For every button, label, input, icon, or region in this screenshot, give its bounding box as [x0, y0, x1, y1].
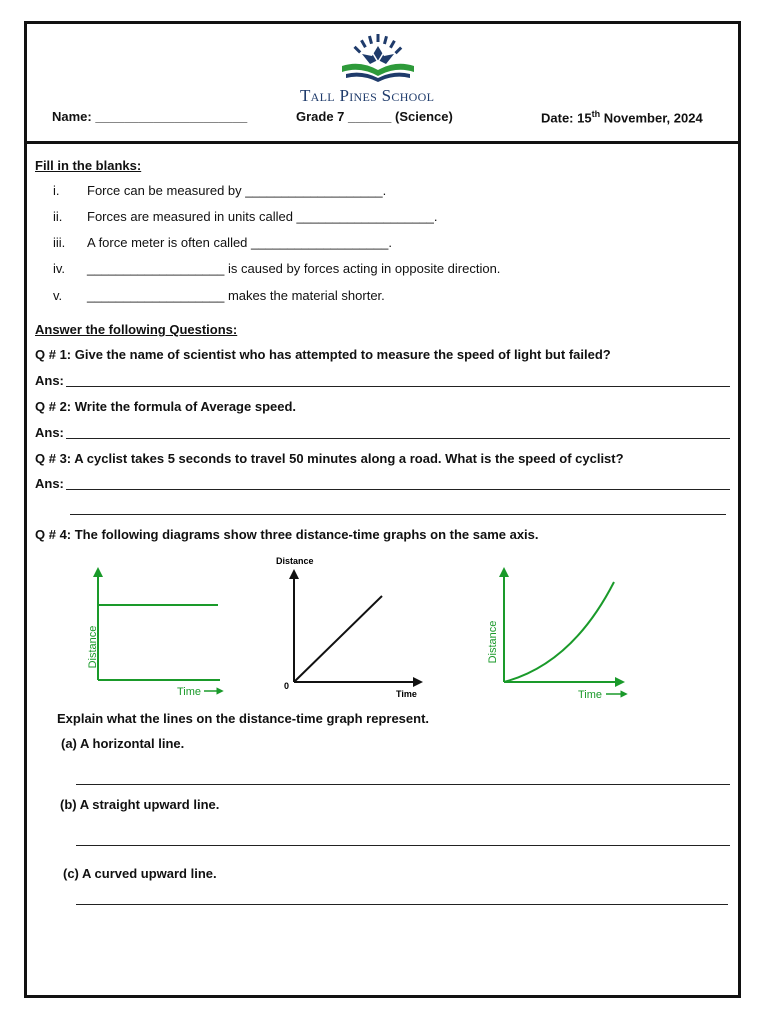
part-b: (b) A straight upward line.	[60, 797, 220, 812]
part-a: (a) A horizontal line.	[61, 736, 185, 751]
school-logo	[336, 32, 420, 84]
question-4: Q # 4: The following diagrams show three distance-time graphs on the same axis.	[35, 527, 539, 542]
x-axis-label: Time	[578, 689, 603, 701]
item-number: iii.	[53, 235, 66, 250]
question-1: Q # 1: Give the name of scientist who has attempted to measure the speed of light but failed?	[35, 347, 611, 362]
answer-label: Ans:	[35, 476, 64, 491]
answer-line[interactable]	[76, 845, 730, 846]
answer-label: Ans:	[35, 373, 64, 388]
fill-blank-item[interactable]: Force can be measured by ___________________.	[87, 183, 387, 198]
answer-line[interactable]	[66, 438, 730, 439]
header-divider	[27, 141, 739, 144]
question-3: Q # 3: A cyclist takes 5 seconds to travel 50 minutes along a road. What is the speed of cyclist?	[35, 451, 624, 466]
part-c: (c) A curved upward line.	[63, 866, 217, 881]
y-axis-label: Distance	[87, 625, 99, 669]
origin-label: 0	[284, 681, 290, 691]
curved-line	[504, 582, 614, 682]
answer-line[interactable]	[76, 784, 730, 785]
fill-blank-item[interactable]: ___________________ makes the material shorter.	[87, 288, 385, 303]
straight-line	[294, 596, 382, 682]
item-number: i.	[53, 183, 60, 198]
answer-line[interactable]	[66, 386, 730, 387]
answer-line[interactable]	[76, 904, 728, 905]
item-number: ii.	[53, 209, 63, 224]
graph-curved	[482, 562, 642, 704]
explain-prompt: Explain what the lines on the distance-time graph represent.	[57, 711, 430, 726]
fill-blank-item[interactable]: ___________________ is caused by forces acting in opposite direction.	[87, 261, 501, 276]
answer-line[interactable]	[70, 514, 726, 515]
x-axis-label: Time	[177, 686, 202, 698]
item-number: iv.	[53, 261, 66, 276]
fill-blank-item[interactable]: Forces are measured in units called ___________________.	[87, 209, 438, 224]
question-2: Q # 2: Write the formula of Average speed.	[35, 399, 297, 414]
item-number: v.	[53, 288, 63, 303]
grade-field[interactable]: Grade 7 ______ (Science)	[296, 109, 453, 124]
date-text: Date: 15th November, 2024	[541, 109, 703, 126]
fill-blanks-heading: Fill in the blanks:	[35, 158, 142, 173]
fill-blank-item[interactable]: A force meter is often called ___________________.	[87, 235, 393, 250]
y-axis-label: Distance	[487, 620, 499, 664]
x-axis-label: Time	[396, 689, 417, 699]
answer-label: Ans:	[35, 425, 64, 440]
y-axis-label: Distance	[276, 556, 314, 566]
graph-straight	[272, 552, 432, 702]
name-field[interactable]: Name: _____________________	[52, 109, 248, 124]
graph-horizontal	[80, 562, 230, 702]
answer-line[interactable]	[66, 489, 730, 490]
school-name: Tall Pines School	[300, 86, 435, 105]
questions-heading: Answer the following Questions:	[35, 322, 238, 337]
